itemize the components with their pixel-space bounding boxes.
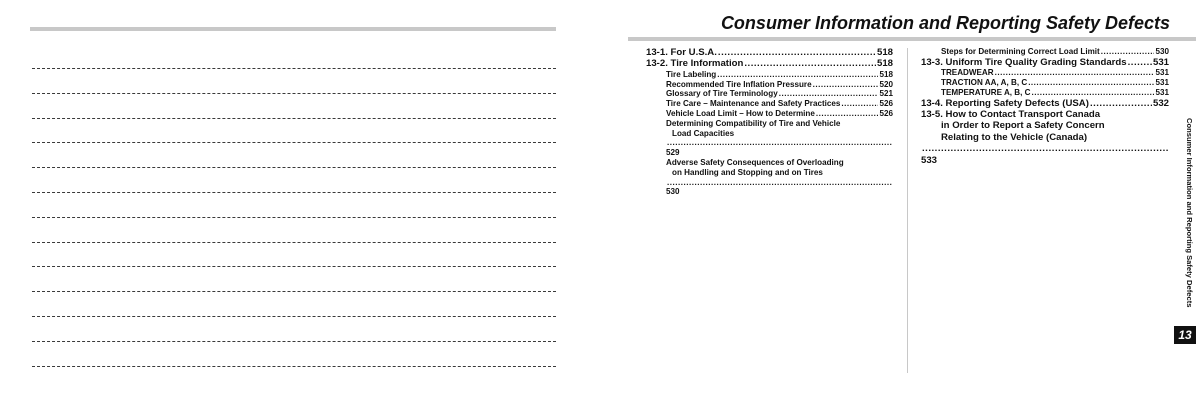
note-line	[32, 167, 556, 168]
toc-entry-label: TRACTION AA, A, B, C	[941, 78, 1028, 87]
toc-entry[interactable]	[646, 47, 893, 58]
note-line	[32, 142, 556, 143]
toc-entry-label-continued: on Handling and Stopping and on Tires	[672, 167, 823, 177]
toc-entry[interactable]	[921, 78, 1169, 88]
toc-entry-page: 529	[666, 148, 680, 158]
toc-entry-label: Adverse Safety Consequences of Overloading	[666, 157, 844, 167]
toc-entry[interactable]	[646, 109, 893, 119]
toc-entry[interactable]	[646, 80, 893, 90]
toc-entry[interactable]	[646, 89, 893, 99]
toc-entry-page: 530	[1155, 47, 1169, 56]
toc-column-right	[921, 47, 1169, 166]
note-line	[32, 291, 556, 292]
toc-entry-page: 533	[921, 154, 938, 166]
toc-entry-page: 520	[879, 79, 893, 89]
toc-entry[interactable]	[921, 68, 1169, 78]
toc-entry-page: 531	[1155, 78, 1169, 87]
toc-entry-page: 518	[879, 69, 893, 79]
toc-entry[interactable]	[921, 47, 1169, 57]
toc-entry-page: 530	[666, 187, 680, 197]
toc-entry-label: Steps for Determining Correct Load Limit	[941, 47, 1100, 56]
toc-entry[interactable]	[646, 119, 893, 158]
chapter-number-tab: 13	[1174, 326, 1196, 344]
toc-entry-page: 518	[876, 47, 893, 58]
note-line	[32, 266, 556, 267]
toc-entry-page: 531	[1152, 56, 1169, 68]
toc-column-left	[646, 47, 893, 197]
toc-entry-label: TREADWEAR	[941, 68, 994, 78]
toc-entry-label: Recommended Tire Inflation Pressure	[666, 79, 812, 89]
toc-entry[interactable]	[646, 70, 893, 80]
toc-entry-label: 13-4. Reporting Safety Defects (USA)	[921, 97, 1089, 109]
toc-entry[interactable]	[921, 88, 1169, 98]
toc-entry-page: 532	[1152, 97, 1169, 109]
toc-entry-label: Tire Labeling	[666, 69, 717, 79]
toc-entry[interactable]	[921, 98, 1169, 109]
toc-entry-label-continued: Load Capacities	[672, 128, 735, 138]
toc-entry-page: 518	[876, 58, 893, 70]
toc-entry-page: 521	[879, 89, 893, 99]
note-line	[32, 341, 556, 342]
toc-entry[interactable]	[646, 99, 893, 109]
note-line	[32, 366, 556, 367]
side-chapter-label: Consumer Information and Reporting Safety Defects	[1185, 118, 1194, 308]
toc-entry-label: 13-3. Uniform Tire Quality Grading Standards	[921, 56, 1127, 68]
toc-entry-page: 526	[879, 99, 893, 109]
note-line	[32, 192, 556, 193]
toc-entry-page: 531	[1155, 87, 1169, 97]
toc-entry-page: 531	[1155, 68, 1169, 78]
toc-entry-label: TEMPERATURE A, B, C	[941, 87, 1031, 97]
note-line	[32, 316, 556, 317]
title-rule	[628, 37, 1196, 41]
column-divider	[907, 48, 908, 373]
toc-entry[interactable]	[646, 158, 893, 197]
note-line	[32, 242, 556, 243]
toc-entry-label: Glossary of Tire Terminology	[666, 89, 778, 99]
toc-entry-label-continued: Relating to the Vehicle (Canada)	[941, 131, 1088, 143]
note-line	[32, 118, 556, 119]
toc-entry-label: 13-2. Tire Information	[646, 58, 744, 70]
notes-area	[32, 0, 556, 402]
toc-entry-label: 13-1. For U.S.A.	[646, 47, 717, 58]
toc-entry[interactable]	[646, 58, 893, 69]
toc-entry-label: Determining Compatibility of Tire and Vehicle	[666, 118, 841, 128]
toc-entry-label: Tire Care – Maintenance and Safety Practices	[666, 99, 841, 109]
toc-entry-page: 526	[879, 109, 893, 118]
toc-entry[interactable]	[921, 57, 1169, 68]
toc-entry-label: 13-5. How to Contact Transport Canada	[921, 109, 1101, 120]
toc-entry-label: Vehicle Load Limit – How to Determine	[666, 109, 815, 118]
toc-entry-label-continued: in Order to Report a Safety Concern	[941, 120, 1105, 132]
note-line	[32, 217, 556, 218]
chapter-title: Consumer Information and Reporting Safety Defects	[720, 13, 1170, 33]
note-line	[32, 93, 556, 94]
note-line	[32, 68, 556, 69]
toc-entry[interactable]	[921, 109, 1169, 166]
